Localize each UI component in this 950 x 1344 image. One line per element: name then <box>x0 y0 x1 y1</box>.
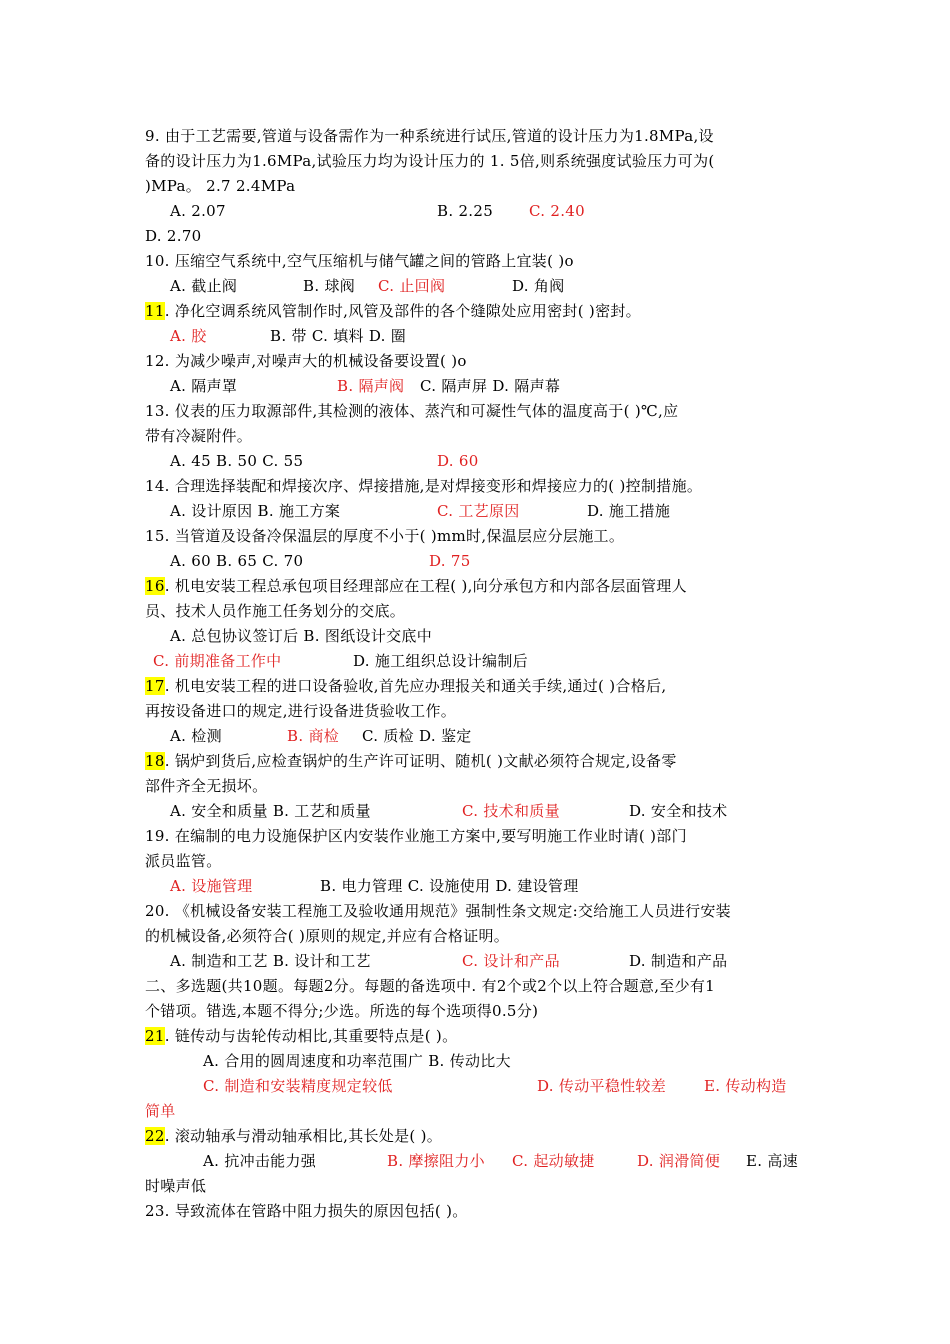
q19-option-a-answer: A. 设施管理 <box>170 877 253 895</box>
q23-text: 23. 导致流体在管路中阻力损失的原因包括( )。 <box>145 1202 468 1220</box>
q17-option-a: A. 检测 <box>170 727 222 745</box>
section2-heading-line2: 个错项。错选,本题不得分;少选。所选的每个选项得0.5分) <box>145 1002 539 1020</box>
q14-options-ab: A. 设计原因 B. 施工方案 <box>170 502 341 520</box>
q16-options-ab: A. 总包协议签订后 B. 图纸设计交底中 <box>170 627 432 645</box>
q21-option-d-answer: D. 传动平稳性较差 <box>537 1077 667 1095</box>
q20-line1: 20. 《机械设备安装工程施工及验收通用规范》强制性条文规定:交给施工人员进行安装 <box>145 902 731 920</box>
q10-option-d: D. 角阀 <box>512 277 565 295</box>
q17-option-b-answer: B. 商检 <box>287 727 340 745</box>
q9-line1: 9. 由于工艺需要,管道与设备需作为一种系统进行试压,管道的设计压力为1.8MPa,设 <box>145 127 714 145</box>
q11-line <box>145 301 641 321</box>
q16-number-highlight: 16 <box>145 577 165 595</box>
q14-option-d: D. 施工措施 <box>587 502 671 520</box>
q17-line2: 再按设备进口的规定,进行设备进货验收工作。 <box>145 702 457 720</box>
q13-line2: 带有冷凝附件。 <box>145 427 253 445</box>
q22-text: . 滚动轴承与滑动轴承相比,其长处是( )。 <box>164 1127 443 1145</box>
q22-line <box>145 1126 442 1146</box>
q12-option-a: A. 隔声罩 <box>170 377 238 395</box>
q21-option-e-continued: 简单 <box>145 1102 176 1120</box>
q22-option-e: E. 高速 <box>746 1152 798 1170</box>
q18-options-ab: A. 安全和质量 B. 工艺和质量 <box>170 802 371 820</box>
q22-option-d-answer: D. 润滑简便 <box>637 1152 721 1170</box>
q18-option-c-answer: C. 技术和质量 <box>462 802 560 820</box>
q21-option-e-answer: E. 传动构造 <box>704 1077 787 1095</box>
q15-options-abc: A. 60 B. 65 C. 70 <box>170 552 304 570</box>
q18-text: . 锅炉到货后,应检查锅炉的生产许可证明、随机( )文献必须符合规定,设备零 <box>164 752 677 770</box>
q12-option-b-answer: B. 隔声阀 <box>337 377 405 395</box>
q9-option-c-answer: C. 2.40 <box>529 202 585 220</box>
q10-option-a: A. 截止阀 <box>170 277 238 295</box>
q17-number-highlight: 17 <box>145 677 165 695</box>
q11-options-bcd: B. 带 C. 填料 D. 圈 <box>270 327 407 345</box>
q17-line1 <box>145 676 666 696</box>
q9-option-b: B. 2.25 <box>437 202 494 220</box>
q18-line1 <box>145 751 677 771</box>
q13-options-abc: A. 45 B. 50 C. 55 <box>170 452 304 470</box>
q20-options-ab: A. 制造和工艺 B. 设计和工艺 <box>170 952 371 970</box>
q16-option-d: D. 施工组织总设计编制后 <box>353 652 528 670</box>
section2-heading-line1: 二、多选题(共10题。每题2分。每题的备选项中. 有2个或2个以上符合题意,至少有1 <box>145 977 716 995</box>
q21-number-highlight: 21 <box>145 1027 165 1045</box>
q16-line1 <box>145 576 687 596</box>
q11-option-a-answer: A. 胶 <box>170 327 207 345</box>
q21-option-c-answer: C. 制造和安装精度规定较低 <box>203 1077 393 1095</box>
q13-option-d-answer: D. 60 <box>437 452 479 470</box>
q9-line3: )MPa。 2.7 2.4MPa <box>145 177 296 195</box>
q14-text: 14. 合理选择装配和焊接次序、焊接措施,是对焊接变形和焊接应力的( )控制措施。 <box>145 477 703 495</box>
q9-option-a: A. 2.07 <box>170 202 226 220</box>
q10-option-b: B. 球阀 <box>303 277 356 295</box>
q17-text: . 机电安装工程的进口设备验收,首先应办理报关和通关手续,通过( )合格后, <box>164 677 667 695</box>
q21-text: . 链传动与齿轮传动相比,其重要特点是( )。 <box>164 1027 458 1045</box>
q12-options-cd: C. 隔声屏 D. 隔声幕 <box>420 377 561 395</box>
q19-options-bcd: B. 电力管理 C. 设施使用 D. 建设管理 <box>320 877 579 895</box>
q9-line2: 备的设计压力为1.6MPa,试验压力均为设计压力的 1. 5倍,则系统强度试验压力可为( <box>145 152 715 170</box>
q16-text: . 机电安装工程总承包项目经理部应在工程( ),向分承包方和内部各层面管理人 <box>164 577 687 595</box>
q22-option-a: A. 抗冲击能力强 <box>203 1152 317 1170</box>
q17-options-cd: C. 质检 D. 鉴定 <box>362 727 472 745</box>
q15-text: 15. 当管道及设备冷保温层的厚度不小于( )mm时,保温层应分层施工。 <box>145 527 625 545</box>
q20-option-d: D. 制造和产品 <box>629 952 728 970</box>
q12-text: 12. 为减少噪声,对噪声大的机械设备要设置( )o <box>145 352 467 370</box>
q21-line <box>145 1026 457 1046</box>
q22-option-e-continued: 时噪声低 <box>145 1177 207 1195</box>
q16-option-c-answer: C. 前期准备工作中 <box>153 652 282 670</box>
q19-line1: 19. 在编制的电力设施保护区内安装作业施工方案中,要写明施工作业时请( )部门 <box>145 827 687 845</box>
q20-option-c-answer: C. 设计和产品 <box>462 952 560 970</box>
q10-option-c-answer: C. 止回阀 <box>378 277 446 295</box>
q15-option-d-answer: D. 75 <box>429 552 471 570</box>
q19-line2: 派员监管。 <box>145 852 222 870</box>
q11-number-highlight: 11 <box>145 302 165 320</box>
q10-text: 10. 压缩空气系统中,空气压缩机与储气罐之间的管路上宜装( )o <box>145 252 574 270</box>
q11-text: . 净化空调系统风管制作时,风管及部件的各个缝隙处应用密封( )密封。 <box>164 302 641 320</box>
q18-line2: 部件齐全无损坏。 <box>145 777 268 795</box>
q20-line2: 的机械设备,必须符合( )原则的规定,并应有合格证明。 <box>145 927 510 945</box>
q18-number-highlight: 18 <box>145 752 165 770</box>
q9-option-d: D. 2.70 <box>145 227 202 245</box>
q18-option-d: D. 安全和技术 <box>629 802 728 820</box>
q16-line2: 员、技术人员作施工任务划分的交底。 <box>145 602 406 620</box>
q22-option-b-answer: B. 摩擦阻力小 <box>387 1152 485 1170</box>
q13-line1: 13. 仪表的压力取源部件,其检测的液体、蒸汽和可凝性气体的温度高于( )℃,应 <box>145 402 679 420</box>
q22-option-c-answer: C. 起动敏捷 <box>512 1152 595 1170</box>
q14-option-c-answer: C. 工艺原因 <box>437 502 520 520</box>
q22-number-highlight: 22 <box>145 1127 165 1145</box>
q21-options-ab: A. 合用的圆周速度和功率范围广 B. 传动比大 <box>203 1052 511 1070</box>
